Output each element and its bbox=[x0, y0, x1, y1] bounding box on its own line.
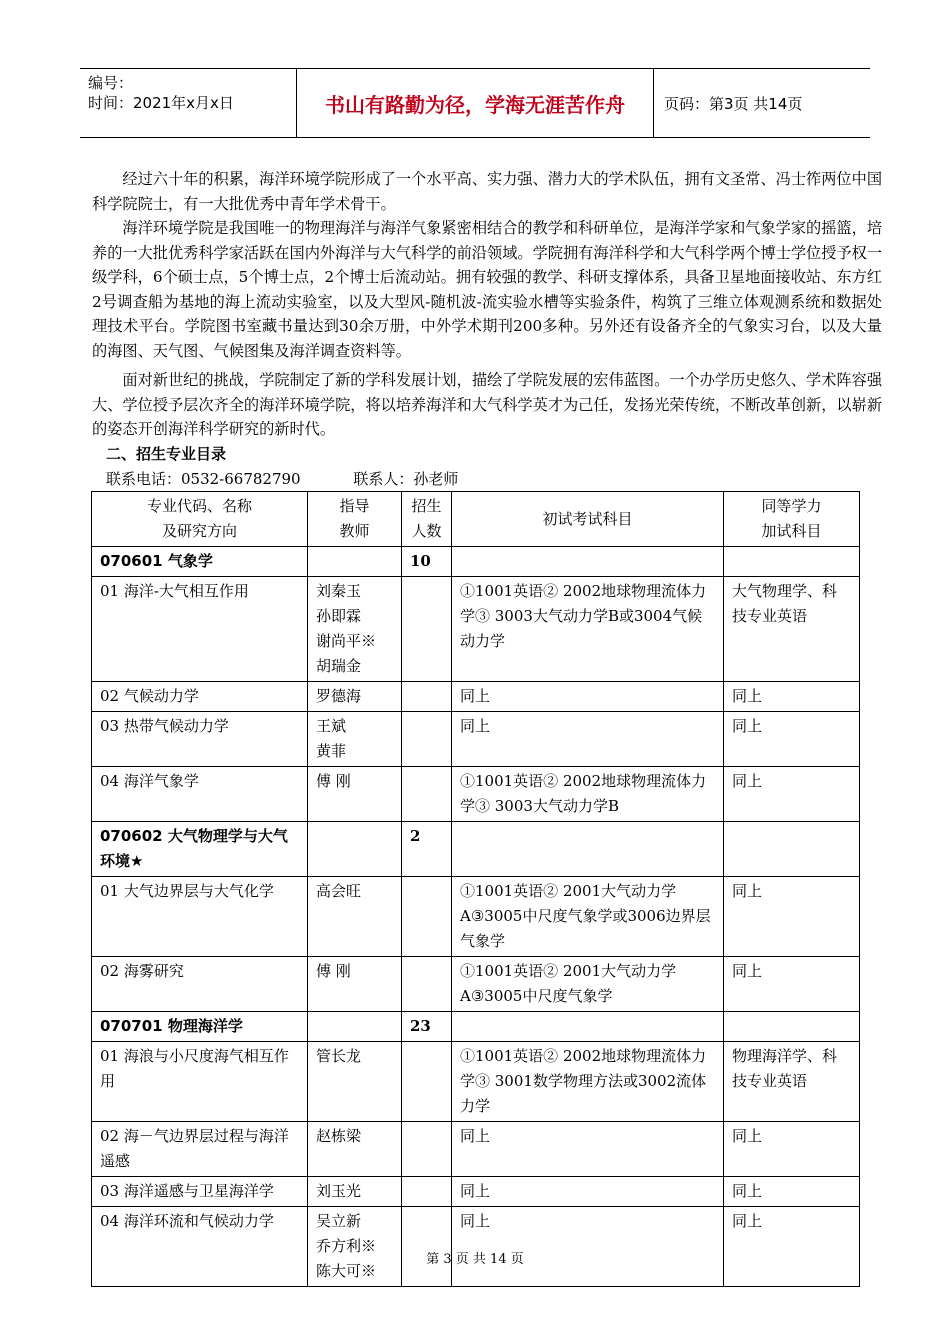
header-page-label: 页码：第3页 共14页 bbox=[664, 94, 803, 113]
table-row bbox=[92, 1042, 860, 1122]
exam-subjects: 同上 bbox=[452, 1177, 724, 1207]
direction: 01 大气边界层与大气化学 bbox=[92, 877, 308, 957]
exam-subjects: 同上 bbox=[452, 682, 724, 712]
extra-subjects: 同上 bbox=[724, 767, 860, 822]
direction: 04 海洋环流和气候动力学 bbox=[92, 1207, 308, 1287]
extra-subjects: 同上 bbox=[724, 712, 860, 767]
major-row bbox=[92, 547, 860, 577]
major-name: 070602 大气物理学与大气环境★ bbox=[92, 822, 308, 877]
teachers: 傅 刚 bbox=[308, 767, 402, 822]
contact-line bbox=[106, 468, 458, 489]
extra-subjects: 物理海洋学、科技专业英语 bbox=[724, 1042, 860, 1122]
header-teacher: 指导 教师 bbox=[308, 492, 402, 547]
header-exam: 初试考试科目 bbox=[452, 492, 724, 547]
table-row bbox=[92, 767, 860, 822]
page-header bbox=[80, 68, 870, 138]
teachers: 赵栋梁 bbox=[308, 1122, 402, 1177]
teachers: 刘秦玉 孙即霖 谢尚平※ 胡瑞金 bbox=[308, 577, 402, 682]
extra-subjects: 同上 bbox=[724, 682, 860, 712]
direction: 03 海洋遥感与卫星海洋学 bbox=[92, 1177, 308, 1207]
extra-subjects: 同上 bbox=[724, 1207, 860, 1287]
extra-subjects: 同上 bbox=[724, 1122, 860, 1177]
major-name: 070601 气象学 bbox=[92, 547, 308, 577]
major-count: 23 bbox=[402, 1012, 452, 1042]
table-row bbox=[92, 1207, 860, 1287]
exam-subjects: ①1001英语② 2002地球物理流体力学③ 3003大气动力学B bbox=[452, 767, 724, 822]
extra-subjects: 同上 bbox=[724, 1177, 860, 1207]
contact-person: 联系人：孙老师 bbox=[353, 470, 459, 488]
exam-subjects: ①1001英语② 2002地球物理流体力学③ 3003大气动力学B或3004气候动力学 bbox=[452, 577, 724, 682]
exam-subjects: 同上 bbox=[452, 1122, 724, 1177]
direction: 03 热带气候动力学 bbox=[92, 712, 308, 767]
table-row bbox=[92, 1177, 860, 1207]
major-count: 10 bbox=[402, 547, 452, 577]
doc-date-label: 时间：2021年x月x日 bbox=[88, 94, 234, 112]
teachers: 罗德海 bbox=[308, 682, 402, 712]
intro-paragraph-3: 面对新世纪的挑战，学院制定了新的学科发展计划，描绘了学院发展的宏伟蓝图。一个办学历史悠久、学术阵容强大、学位授予层次齐全的海洋环境学院，将以培养海洋和大气科学英才为己任，发扬光荣传统，不断改革创新，以崭新的姿态开创海洋科学研究的新时代。 bbox=[92, 371, 882, 439]
extra-subjects: 大气物理学、科技专业英语 bbox=[724, 577, 860, 682]
extra-subjects: 同上 bbox=[724, 957, 860, 1012]
major-name: 070701 物理海洋学 bbox=[92, 1012, 308, 1042]
direction: 01 海洋-大气相互作用 bbox=[92, 577, 308, 682]
intro-paragraph-2: 海洋环境学院是我国唯一的物理海洋与海洋气象紧密相结合的教学和科研单位，是海洋学家和气象学家的摇篮，培养的一大批优秀科学家活跃在国内外海洋与大气科学的前沿领域。学院拥有海洋科学和大气科学两个博士学位授予权一级学科，6个硕士点，5个博士点，2个博士后流动站。拥有较强的教学、科研支撑体系，具备卫星地面接收站、东方红2号调查船为基地的海上流动实验室，以及大型风-随机波-流实验水槽等实验条件，构筑了三维立体观测系统和数据处理技术平台。学院图书室藏书量达到30余万册，中外学术期刊200多种。另外还有设备齐全的气象实习台，以及大量的海图、天气图、气候图集及海洋调查资料等。 bbox=[92, 219, 882, 360]
page-footer: 第 3 页 共 14 页 bbox=[426, 1252, 524, 1267]
intro-paragraph-1: 经过六十年的积累，海洋环境学院形成了一个水平高、实力强、潜力大的学术队伍，拥有文圣常、冯士筰两位中国科学院院士，有一大批优秀中青年学术骨干。 bbox=[92, 170, 882, 213]
exam-subjects: 同上 bbox=[452, 1207, 724, 1287]
table-row bbox=[92, 957, 860, 1012]
extra-subjects: 同上 bbox=[724, 877, 860, 957]
exam-subjects: ①1001英语② 2001大气动力学A③3005中尺度气象学 bbox=[452, 957, 724, 1012]
header-major: 专业代码、名称 及研究方向 bbox=[92, 492, 308, 547]
major-row bbox=[92, 822, 860, 877]
section-title: 二、招生专业目录 bbox=[106, 445, 227, 463]
doc-number-label: 编号： bbox=[88, 74, 134, 92]
contact-phone: 联系电话：0532-66782790 bbox=[106, 470, 301, 488]
table-row bbox=[92, 682, 860, 712]
teachers: 吴立新 乔方利※ 陈大可※ bbox=[308, 1207, 402, 1287]
direction: 04 海洋气象学 bbox=[92, 767, 308, 822]
direction: 02 气候动力学 bbox=[92, 682, 308, 712]
teachers: 高会旺 bbox=[308, 877, 402, 957]
teachers: 管长龙 bbox=[308, 1042, 402, 1122]
table-header-row bbox=[92, 492, 860, 547]
teachers: 王斌 黄菲 bbox=[308, 712, 402, 767]
table-row bbox=[92, 712, 860, 767]
teachers: 刘玉光 bbox=[308, 1177, 402, 1207]
teachers: 傅 刚 bbox=[308, 957, 402, 1012]
program-table bbox=[91, 491, 860, 1287]
major-count: 2 bbox=[402, 822, 452, 877]
header-count: 招生 人数 bbox=[402, 492, 452, 547]
direction: 01 海浪与小尺度海气相互作用 bbox=[92, 1042, 308, 1122]
major-row bbox=[92, 1012, 860, 1042]
table-row bbox=[92, 877, 860, 957]
direction: 02 海－气边界层过程与海洋遥感 bbox=[92, 1122, 308, 1177]
direction: 02 海雾研究 bbox=[92, 957, 308, 1012]
table-row bbox=[92, 1122, 860, 1177]
header-motto: 书山有路勤为径，学海无涯苦作舟 bbox=[296, 69, 654, 137]
exam-subjects: 同上 bbox=[452, 712, 724, 767]
header-meta bbox=[80, 69, 296, 137]
exam-subjects: ①1001英语② 2001大气动力学A③3005中尺度气象学或3006边界层气象学 bbox=[452, 877, 724, 957]
header-extra: 同等学力 加试科目 bbox=[724, 492, 860, 547]
table-row bbox=[92, 577, 860, 682]
exam-subjects: ①1001英语② 2002地球物理流体力学③ 3001数学物理方法或3002流体力学 bbox=[452, 1042, 724, 1122]
